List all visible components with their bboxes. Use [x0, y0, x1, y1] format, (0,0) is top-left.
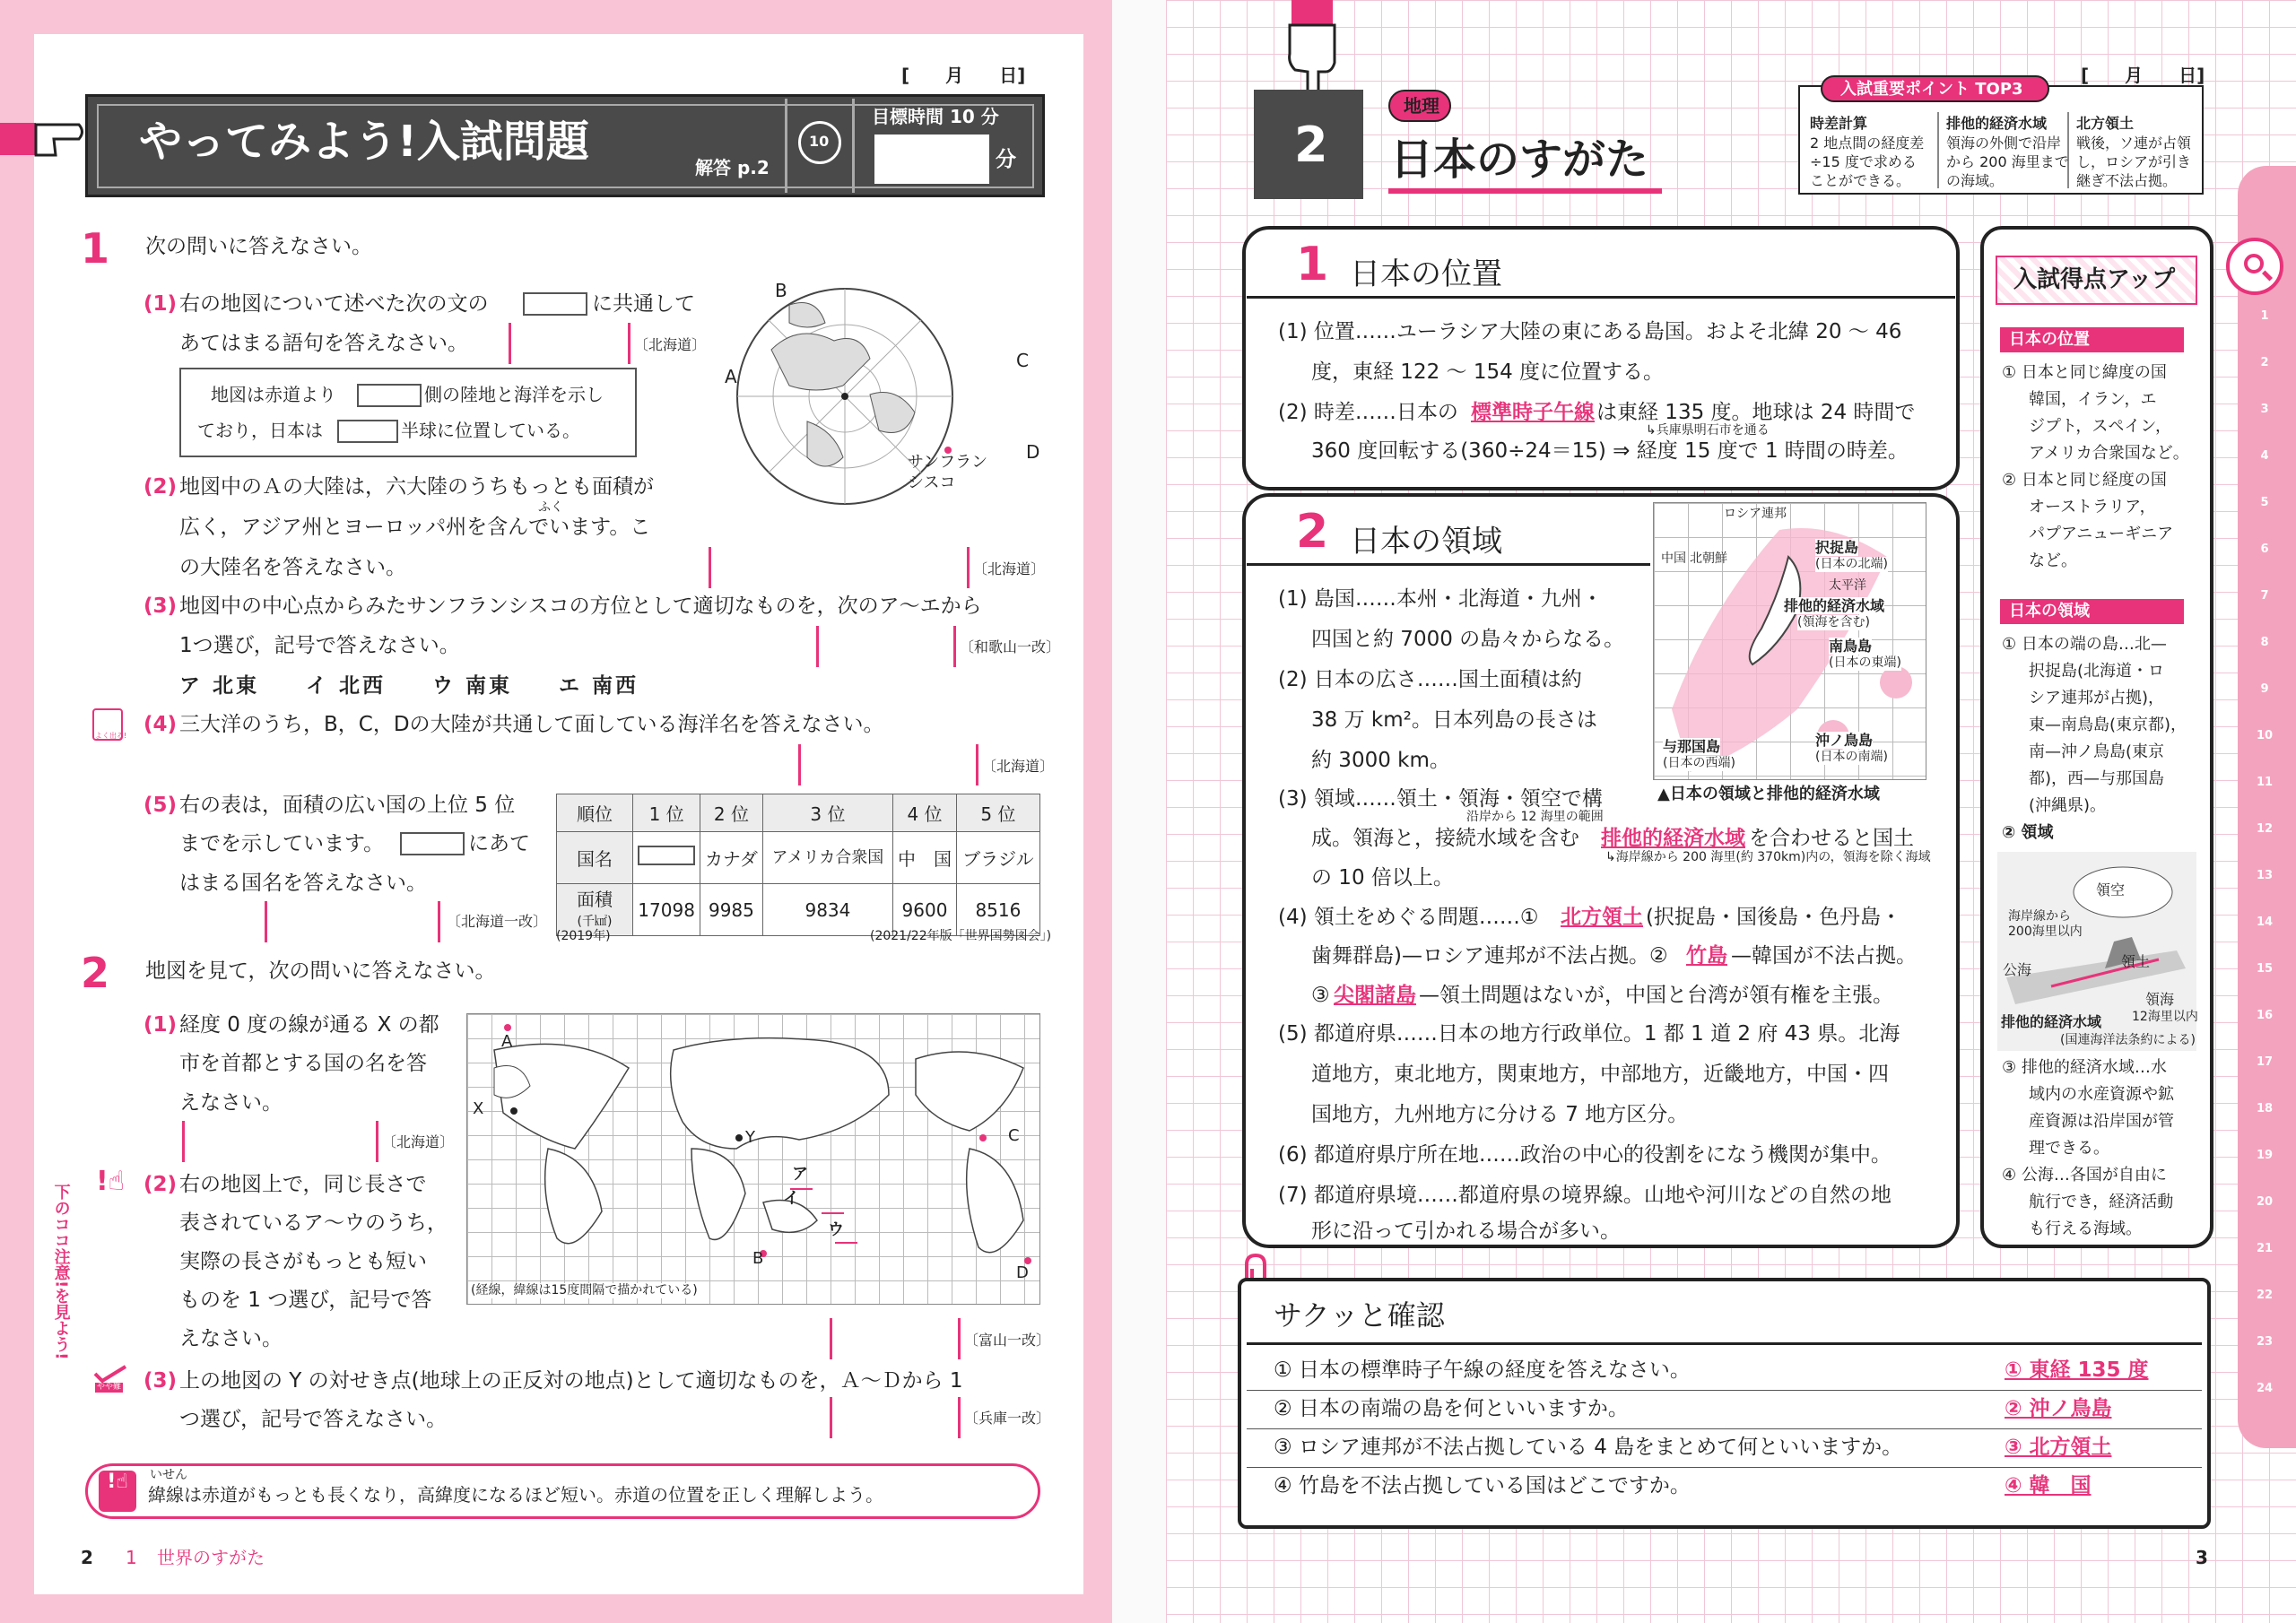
map-label-u-kana: ウ — [828, 1220, 844, 1239]
table-cell: ブラジル — [956, 832, 1039, 884]
answer-bracket — [628, 323, 631, 364]
diagram-label: 領海 — [2145, 991, 2175, 1008]
answer-bracket — [816, 626, 819, 667]
section-2-title: 日本の領域 — [1350, 524, 1502, 560]
top3-body: 領海の外側で沿岸 — [1946, 135, 2062, 152]
chapter-index-mark[interactable]: 14 — [2256, 916, 2274, 929]
sidebar-text: ① 日本の端の島…北— — [2002, 635, 2167, 654]
map-label-a: A — [501, 1032, 513, 1051]
map-label: 与那国島 — [1663, 738, 1721, 755]
sec2-text: 38 万 km²。日本列島の長さは — [1311, 708, 1597, 732]
sidebar-text: 都)，西—与那国島 — [2029, 769, 2165, 788]
q1-1-text-b: に共通して — [592, 292, 695, 316]
sec2-text: (択捉島・国後島・色丹島・ — [1646, 906, 1901, 929]
map-label: (領海を含む) — [1797, 615, 1870, 629]
map-label-i-kana: イ — [783, 1189, 799, 1208]
table-header: 4 位 — [893, 794, 957, 832]
pointing-hand-icon — [1283, 0, 1345, 99]
map-label-san-francisco: サンフラン — [908, 453, 988, 472]
blank-box — [523, 292, 587, 316]
map-label: 太平洋 — [1829, 578, 1866, 593]
top3-title-badge — [1821, 75, 2049, 102]
q1-4-text: 三大洋のうち，B，C，Dの大陸が共通して面している海洋名を答えなさい。 — [179, 713, 884, 736]
box-text-2: ており，日本は — [197, 420, 323, 441]
row-label: 面積 — [577, 889, 613, 911]
map-label-b: B — [752, 1249, 764, 1268]
page-gutter — [1112, 0, 1166, 1623]
sidebar-text: ② 日本と同じ経度の国 — [2002, 471, 2167, 490]
q1-2-text-1: 地図中のＡの大陸は，六大陸のうちもっとも面積が — [179, 475, 654, 499]
top3-body: 継ぎ不法占拠。 — [2076, 172, 2178, 189]
book-icon — [92, 708, 127, 741]
page-number: 3 — [2196, 1547, 2208, 1568]
source: 〔和歌山一改〕 — [960, 638, 1061, 655]
answer-bracket — [976, 744, 978, 785]
source: 〔北海道〕 — [382, 1133, 455, 1150]
table-header: 3 位 — [762, 794, 893, 832]
sidebar-text: 択捉島(北海道・ロ — [2029, 662, 2165, 681]
keyword-senkaku: 尖閣諸島 — [1334, 984, 1416, 1007]
map-label: 北朝鮮 — [1690, 551, 1727, 566]
territory-diagram — [1997, 852, 2196, 1051]
sidebar-title: 入試得点アップ — [2013, 266, 2176, 293]
map-label-b: B — [775, 280, 787, 301]
sec2-text: (2) 日本の広さ……国土面積は約 — [1278, 668, 1582, 691]
search-icon[interactable] — [2226, 238, 2283, 295]
q2-2-text-5: えなさい。 — [179, 1327, 283, 1350]
area-ranking-table — [556, 794, 1040, 936]
sidebar-heading: 日本の位置 — [2009, 330, 2090, 349]
q1-3-text-1: 地図中の中心点からみたサンフランシスコの方位として適切なものを，次のア〜エから — [179, 595, 982, 618]
keyword-northern-territories: 北方領土 — [1561, 906, 1643, 929]
top3-body: 戦後，ソ連が占領 — [2076, 135, 2192, 152]
side-note-text: 下のココ注意!を見よう! — [51, 1184, 71, 1360]
answer-bracket — [182, 1121, 185, 1162]
map-label-a-kana: ア — [792, 1165, 808, 1184]
chapter-index-mark[interactable]: 11 — [2256, 776, 2274, 789]
chapter-number: 2 — [1294, 117, 1328, 173]
q2-1-text-3: えなさい。 — [179, 1091, 283, 1115]
pointing-hand-icon — [0, 112, 85, 166]
sec2-text: (1) 島国……本州・北海道・九州・ — [1278, 587, 1603, 611]
chapter-index-mark[interactable]: 21 — [2256, 1242, 2274, 1255]
sec1-text: 360 度回転する(360÷24＝15) ⇒ 経度 15 度で 1 時間の時差。 — [1311, 439, 1909, 463]
map-caption: ▲日本の領域と排他的経済水域 — [1657, 785, 1880, 803]
map-label: 中国 — [1661, 551, 1686, 566]
date-label: [ 月 日] — [2081, 65, 2205, 86]
sec1-text: (2) 時差……日本の — [1278, 401, 1458, 424]
table-cell: 8516 — [956, 884, 1039, 936]
top3-title: 入試重要ポイント TOP3 — [1840, 80, 2023, 99]
chapter-index-mark[interactable]: 24 — [2256, 1382, 2274, 1395]
chapter-index-mark[interactable]: 13 — [2256, 869, 2274, 882]
q1-3-choices: ア 北東 イ 北西 ウ 南東 エ 南西 — [179, 674, 639, 698]
diagram-label: (国連海洋法条約による) — [2060, 1033, 2196, 1047]
sidebar-text: 南—沖ノ鳥島(東京 — [2029, 742, 2165, 761]
chapter-name: 世界のすがた — [157, 1547, 265, 1568]
chapter-index-mark[interactable]: 15 — [2256, 962, 2274, 976]
q1-2-number: (2) — [144, 475, 178, 499]
answer-field-q2-3[interactable] — [837, 1397, 958, 1438]
chapter-index-mark[interactable]: 16 — [2256, 1009, 2274, 1022]
sidebar-text: ① 日本と同じ緯度の国 — [2002, 363, 2167, 382]
map-label-x: X — [473, 1099, 484, 1118]
sec2-text: を合わせると国土 — [1749, 827, 1914, 850]
top3-body: し，ロシアが引き — [2076, 153, 2192, 170]
chapter-title: 日本のすがた — [1390, 135, 1649, 185]
sec2-text: (7) 都道府県境……都道府県の境界線。山地や河川などの自然の地 — [1278, 1184, 1892, 1207]
sidebar-text: など。 — [2029, 551, 2077, 570]
question-2-number: 2 — [81, 949, 110, 997]
check-answer: ② 沖ノ鳥島 — [2005, 1397, 2112, 1420]
q1-5-text-3: はまる国名を答えなさい。 — [179, 872, 427, 895]
map-label-y: Y — [745, 1128, 755, 1147]
answer-field-q2-1[interactable] — [189, 1121, 376, 1162]
table-cell: 9834 — [762, 884, 893, 936]
answer-bracket — [438, 901, 440, 942]
sidebar-text: アメリカ合衆国など。 — [2029, 444, 2189, 463]
chapter-index-mark[interactable]: 19 — [2256, 1149, 2274, 1162]
chapter-index-mark[interactable]: 23 — [2256, 1335, 2274, 1349]
table-header: 5 位 — [956, 794, 1039, 832]
date-label: [ 月 日] — [901, 65, 1026, 86]
sec2-text: の 10 倍以上。 — [1311, 866, 1454, 890]
sidebar-text: も行える海域。 — [2029, 1219, 2142, 1238]
answer-bracket — [830, 1397, 832, 1438]
map-label-san-francisco-2: シスコ — [908, 473, 956, 492]
fill-in-box — [179, 368, 637, 457]
sec2-text: 四国と約 7000 の島々からなる。 — [1311, 628, 1625, 651]
answer-field-q1-3[interactable] — [823, 626, 953, 667]
q2-2-text-2: 表されているア〜ウのうち， — [179, 1211, 448, 1235]
sidebar-text: ② 領域 — [2002, 823, 2054, 842]
table-cell: 9985 — [700, 884, 762, 936]
diagram-label: 海岸線から200海里以内 — [2008, 909, 2083, 939]
question-2-prompt: 地図を見て，次の問いに答えなさい。 — [145, 959, 496, 983]
answer-field-q2-2[interactable] — [837, 1318, 958, 1359]
chapter-index-mark[interactable]: 10 — [2256, 729, 2274, 742]
check-answer: ④ 韓 国 — [2005, 1474, 2092, 1497]
top3-body: の海域。 — [1946, 172, 2005, 189]
map-label-c: C — [1008, 1126, 1020, 1145]
map-label: (日本の西端) — [1663, 756, 1735, 770]
answer-bracket — [376, 1121, 378, 1162]
section-2-number: 2 — [1296, 505, 1329, 559]
answer-ref: 解答 p.2 — [695, 157, 770, 178]
q1-5-number: (5) — [144, 794, 178, 817]
sec2-text: (6) 都道府県庁所在地……政治の中心的役割をになう機関が集中。 — [1278, 1143, 1892, 1167]
map-label: (日本の東端) — [1829, 655, 1901, 670]
time-input[interactable] — [874, 135, 989, 184]
map-label-d: D — [1026, 441, 1040, 463]
table-cell: 17098 — [633, 884, 700, 936]
sidebar-text: パプアニューギニア — [2029, 525, 2174, 543]
answer-bracket — [265, 901, 267, 942]
sec2-text: 国地方，九州地方に分ける 7 地方区分。 — [1311, 1103, 1689, 1126]
q2-3-text-1: 上の地図の Y の対せき点(地球上の正反対の地点)として適切なものを，Ａ〜Ｄから 1 — [179, 1369, 963, 1393]
check-answer: ① 東経 135 度 — [2005, 1358, 2149, 1382]
sec2-text: (3) 領域……領土・領海・領空で構 — [1278, 787, 1603, 811]
table-header: 1 位 — [633, 794, 700, 832]
table-cell: 中 国 — [893, 832, 957, 884]
map-caption: (経線，緯線は15度間隔で描かれている) — [471, 1283, 698, 1298]
sec2-text: (5) 都道府県……日本の地方行政単位。1 都 1 道 2 府 43 県。北海 — [1278, 1022, 1900, 1046]
world-map — [466, 1013, 1040, 1305]
sec2-note: 沿岸から 12 海里の範囲 — [1466, 810, 1604, 824]
sec2-text: (4) 領土をめぐる問題……① — [1278, 906, 1539, 929]
chapter-index-mark[interactable]: 17 — [2256, 1055, 2274, 1069]
top3-body: ことができる。 — [1810, 172, 1911, 189]
attention-icon: !☝ — [99, 1471, 136, 1512]
sec1-text: は東経 135 度。地球は 24 時間で — [1596, 401, 1916, 424]
badge-label: やや難 — [97, 1383, 122, 1392]
time-unit: 分 — [996, 148, 1016, 171]
table-cell: カナダ — [700, 832, 762, 884]
answer-bracket — [958, 1397, 961, 1438]
answer-field-q1-5[interactable] — [272, 901, 438, 942]
answer-bracket — [830, 1318, 832, 1359]
sec2-text: 歯舞群島)—ロシア連邦が不法占拠。② — [1311, 944, 1668, 968]
answer-bracket — [709, 547, 711, 588]
attention-icon: !☝ — [96, 1166, 125, 1197]
sidebar-text: 航行でき，経済活動 — [2029, 1193, 2174, 1211]
sec1-text: 度，東経 122 〜 154 度に位置する。 — [1311, 360, 1665, 384]
table-source: (2021/22年版「世界国勢図会」) — [870, 929, 1052, 943]
blank-box — [400, 832, 465, 855]
table-cell-blank — [633, 832, 700, 884]
chapter-index-mark[interactable]: 2 — [2260, 356, 2269, 369]
sec1-text: (1) 位置……ユーラシア大陸の東にある島国。およそ北緯 20 〜 46 — [1278, 320, 1902, 343]
map-label: 沖ノ鳥島 — [1815, 732, 1874, 749]
source: 〔北海道〕 — [634, 336, 707, 353]
sec2-text: ③ — [1311, 984, 1330, 1007]
quick-check-title: サクッと確認 — [1274, 1298, 1445, 1332]
sec2-text: 道地方，東北地方，関東地方，中部地方，近畿地方，中国・四 — [1311, 1063, 1889, 1086]
diagram-label: 公海 — [2003, 961, 2032, 978]
subject-tag — [1388, 90, 1451, 122]
sidebar-text: (沖縄県)。 — [2029, 796, 2107, 815]
section-1-number: 1 — [1296, 238, 1329, 291]
check-question: ④ 竹島を不法占拠している国はどこですか。 — [1274, 1474, 1691, 1497]
map-label: 択捉島 — [1815, 539, 1859, 556]
question-1-number: 1 — [81, 224, 110, 273]
blank-box — [357, 384, 422, 407]
keyword-standard-meridian: 標準時子午線 — [1471, 401, 1595, 424]
sidebar-text: 域内の水産資源や鉱 — [2029, 1085, 2174, 1104]
table-cell: 国名 — [557, 832, 633, 884]
table-cell — [557, 884, 633, 936]
chapter-index-mark[interactable]: 7 — [2260, 589, 2269, 603]
page-number: 2 — [81, 1547, 93, 1568]
q1-5-text-2: までを示しています。 — [179, 832, 385, 855]
q1-1-number: (1) — [144, 292, 178, 316]
chapter-index-mark[interactable]: 22 — [2256, 1289, 2274, 1302]
ruby: いせん — [150, 1468, 187, 1482]
top3-heading: 時差計算 — [1810, 115, 1868, 132]
chapter-index-mark[interactable]: 8 — [2260, 636, 2269, 649]
q2-2-number: (2) — [144, 1173, 178, 1196]
tip-text: 緯線は赤道がもっとも長くなり，高緯度になるほど短い。赤道の位置を正しく理解しよう。 — [148, 1484, 883, 1506]
japan-territory-map — [1653, 502, 1926, 780]
q1-2-text-2: 広く，アジア州とヨーロッパ州を含んでいます。こ — [179, 516, 651, 539]
row-unit: (千㎢) — [577, 915, 613, 930]
map-label-c: C — [1016, 350, 1029, 371]
q2-2-text-1: 右の地図上で，同じ長さで — [179, 1173, 427, 1196]
top3-heading: 北方領土 — [2076, 115, 2135, 132]
map-label: 排他的経済水域 — [1784, 597, 1885, 614]
table-header: 2 位 — [700, 794, 762, 832]
q1-3-number: (3) — [144, 595, 178, 618]
diagram-label: 領空 — [2096, 881, 2126, 898]
source: 〔北海道一改〕 — [447, 913, 548, 930]
answer-field-q1-1[interactable] — [516, 323, 628, 364]
source: 〔兵庫一改〕 — [964, 1410, 1051, 1427]
sidebar-text: オーストラリア， — [2029, 498, 2156, 516]
check-answer: ③ 北方領土 — [2005, 1436, 2112, 1459]
check-question: ② 日本の南端の島を何といいますか。 — [1274, 1397, 1629, 1420]
sec2-text: —韓国が不法占拠。 — [1731, 944, 1917, 968]
diagram-label: 排他的経済水域 — [2001, 1013, 2102, 1030]
q1-2-text-3: の大陸名を答えなさい。 — [179, 556, 406, 579]
sec2-text: 成。領海と，接続水域を含む — [1311, 827, 1579, 850]
check-question: ③ ロシア連邦が不法占拠している 4 島をまとめて何といいますか。 — [1274, 1436, 1903, 1459]
q2-1-text-1: 経度 0 度の線が通る X の都 — [179, 1013, 439, 1037]
chapter-index-mark[interactable]: 18 — [2256, 1102, 2274, 1115]
map-label: (日本の北端) — [1815, 557, 1888, 571]
page-title: やってみよう!入試問題 — [139, 117, 589, 167]
chapter-index-mark[interactable]: 5 — [2260, 496, 2269, 509]
chapter-index-mark[interactable]: 20 — [2256, 1195, 2274, 1209]
sidebar-heading: 日本の領域 — [2009, 602, 2090, 621]
map-label-d: D — [1016, 1263, 1029, 1282]
subject-tag-label: 地理 — [1404, 95, 1439, 117]
check-question: ① 日本の標準時子午線の経度を答えなさい。 — [1274, 1358, 1691, 1382]
sidebar-text: ジプト，スペイン， — [2029, 417, 2171, 436]
map-label: 南鳥島 — [1829, 638, 1873, 655]
chapter-index-mark[interactable]: 6 — [2260, 542, 2269, 556]
answer-bracket — [509, 323, 511, 364]
q2-3-number: (3) — [144, 1369, 178, 1393]
keyword-eez: 排他的経済水域 — [1601, 827, 1745, 850]
map-label: (日本の南端) — [1815, 750, 1888, 764]
sec2-text: —領土問題はないが，中国と台湾が領有権を主張。 — [1419, 984, 1893, 1007]
chapter-index-mark[interactable]: 9 — [2260, 682, 2269, 696]
ruby: ふく — [538, 500, 563, 515]
sidebar-text: ④ 公海…各国が自由に — [2002, 1166, 2167, 1185]
sec2-text: 約 3000 km。 — [1311, 749, 1450, 772]
source: 〔北海道〕 — [982, 758, 1055, 775]
q1-3-text-2: 1つ選び，記号で答えなさい。 — [179, 634, 460, 657]
q2-1-number: (1) — [144, 1013, 178, 1037]
q2-2-text-4: ものを 1 つ選び，記号で答 — [179, 1289, 432, 1312]
chapter-index-mark[interactable]: 4 — [2260, 449, 2269, 463]
answer-bracket — [798, 744, 801, 785]
map-label-a: A — [725, 366, 737, 387]
q1-5-text-1: 右の表は，面積の広い国の上位 5 位 — [179, 794, 516, 817]
question-1-prompt: 次の問いに答えなさい。 — [145, 235, 372, 258]
section-1-title: 日本の位置 — [1350, 256, 1502, 292]
chapter-index-mark[interactable]: 12 — [2256, 822, 2274, 836]
q1-1-text: 右の地図について述べた次の文の — [179, 292, 489, 316]
sidebar-text: ③ 排他的経済水域…水 — [2002, 1058, 2167, 1077]
q1-1-text-2: あてはまる語句を答えなさい。 — [179, 332, 468, 355]
sidebar-text: 韓国，イラン，エ — [2029, 390, 2157, 409]
q2-3-text-2: つ選び，記号で答えなさい。 — [179, 1408, 448, 1431]
box-text-1: 地図は赤道より — [211, 384, 336, 405]
stopwatch-icon: 10 — [798, 121, 841, 164]
q1-4-number: (4) — [144, 713, 178, 736]
difficulty-badge — [93, 1365, 127, 1395]
answer-bracket — [958, 1318, 961, 1359]
chapter-index-mark[interactable]: 1 — [2260, 309, 2269, 323]
diagram-label: 12海里以内 — [2132, 1010, 2198, 1024]
answer-field-q1-2[interactable] — [716, 547, 967, 588]
answer-field-q1-4[interactable] — [805, 744, 976, 785]
keyword-takeshima: 竹島 — [1686, 944, 1727, 968]
box-text-1b: 側の陸地と海洋を示し — [424, 384, 604, 405]
source: 〔富山一改〕 — [964, 1332, 1051, 1349]
top3-body: ÷15 度で求める — [1810, 153, 1917, 170]
sidebar-text: シア連邦が占拠)， — [2029, 689, 2165, 707]
sidebar-text: 産資源は沿岸国が管 — [2029, 1112, 2174, 1131]
chapter-number: 1 — [126, 1547, 137, 1568]
timer-label: 目標時間 10 分 — [872, 106, 999, 127]
q2-1-text-2: 市を首都とする国の名を答 — [179, 1052, 427, 1075]
table-year: (2019年) — [556, 929, 611, 943]
table-cell: アメリカ合衆国 — [762, 832, 893, 884]
source: 〔北海道〕 — [973, 560, 1046, 577]
chapter-index-mark[interactable]: 3 — [2260, 403, 2269, 416]
diagram-label: 領土 — [2121, 953, 2151, 970]
badge-label: よく出る! — [95, 732, 127, 740]
see-note-sidebar — [49, 1184, 76, 1360]
answer-bracket — [953, 626, 956, 667]
sec2-text: 形に沿って引かれる場合が多い。 — [1311, 1219, 1621, 1243]
answer-bracket — [967, 547, 970, 588]
top3-body: から 200 海里まで — [1946, 153, 2069, 170]
top3-heading: 排他的経済水域 — [1946, 115, 2048, 132]
q1-5-text-2b: にあて — [468, 832, 530, 855]
q2-2-text-3: 実際の長さがもっとも短い — [179, 1250, 427, 1273]
blank-box — [337, 420, 398, 443]
sidebar-text: 東—南鳥島(東京都)， — [2029, 716, 2187, 734]
box-text-2b: 半球に位置している。 — [401, 420, 580, 441]
table-header: 順位 — [557, 794, 633, 832]
map-label: ロシア連邦 — [1724, 507, 1787, 521]
sec2-note: ↳海岸線から 200 海里(約 370km)内の，領海を除く海域 — [1605, 850, 1931, 864]
sec1-note: ↳兵庫県明石市を通る — [1646, 423, 1770, 438]
sidebar-text: 理できる。 — [2029, 1139, 2109, 1158]
table-cell: 9600 — [893, 884, 957, 936]
top3-body: 2 地点間の経度差 — [1810, 135, 1925, 152]
